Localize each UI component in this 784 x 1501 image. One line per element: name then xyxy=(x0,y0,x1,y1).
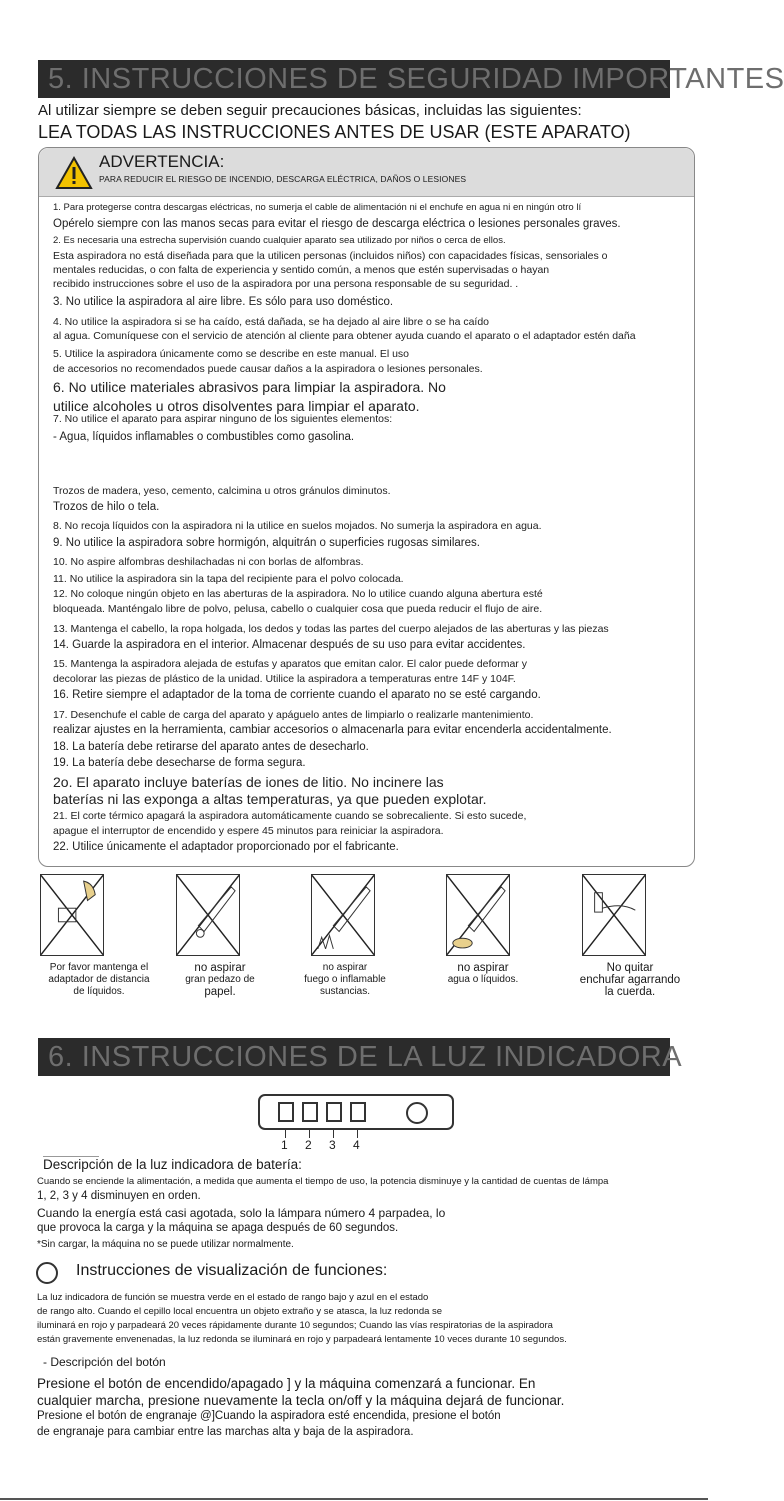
instruction-line: 3. No utilice la aspiradora al aire libre. Es sólo para uso doméstico. xyxy=(53,296,394,308)
button-heading: - Descripción del botón xyxy=(43,1355,166,1369)
caption-line: Por favor mantenga el xyxy=(49,962,149,973)
caption-line: la cuerda. xyxy=(604,986,656,998)
button-text: Presione el botón de encendido/apagado ] y la máquina comenzará a funcionar. En xyxy=(37,1376,536,1391)
battery-text: Cuando se enciende la alimentación, a medida que aumenta el tiempo de uso, la potencia disminuye y la cantidad de cuentas de lámpa xyxy=(37,1176,609,1187)
function-text: iluminará en rojo y parpadeará 20 veces rápidamente durante 10 segundos; Cuando las vías respiratorias de la aspiradora xyxy=(37,1320,553,1331)
function-circle-icon xyxy=(36,1262,58,1284)
intro-line-1: Al utilizar siempre se deben seguir precauciones básicas, incluidas las siguientes: xyxy=(38,102,582,119)
instruction-line: realizar ajustes en la herramienta, cambiar accesorios o almacenarla para evitar encenderla accidentalmente. xyxy=(53,724,612,736)
battery-cell-number: 1 xyxy=(281,1138,288,1152)
warning-title: ADVERTENCIA: xyxy=(99,152,225,171)
instruction-line: utilice alcoholes u otros disolventes para limpiar el aparato. xyxy=(53,398,420,414)
instruction-line: 13. Mantenga el cabello, la ropa holgada, los dedos y todas las partes del cuerpo alejados de las aberturas y las piezas xyxy=(53,623,609,635)
instruction-line: recibido instrucciones sobre el uso de la aspiradora por una persona responsable de su seguridad. . xyxy=(53,278,519,290)
caption-keep-adapter xyxy=(43,962,155,998)
battery-indicator-diagram xyxy=(258,1094,454,1130)
caption-line: enchufar agarrando xyxy=(579,974,681,986)
callout-line xyxy=(333,1128,334,1138)
instruction-line: 2o. El aparato incluye baterías de iones de litio. No incinere las xyxy=(53,774,444,790)
callout-line xyxy=(357,1128,358,1138)
caption-no-paper xyxy=(170,962,270,998)
caption-no-pull-cord xyxy=(570,962,690,998)
instruction-line: Esta aspiradora no está diseñada para que la utilicen personas (incluidos niños) con capacidades físicas, sensoriales o xyxy=(53,250,608,262)
instruction-line: bloqueada. Manténgalo libre de polvo, pelusa, cabello o cualquier cosa que pueda reducir el flujo de aire. xyxy=(53,603,543,615)
instruction-line: 12. No coloque ningún objeto en las aberturas de la aspiradora. No lo utilice cuando alguna abertura esté xyxy=(53,588,543,600)
instruction-line: 1. Para protegerse contra descargas eléctricas, no sumerja el cable de alimentación ni el enchufe en agua ni en ningún otro lí xyxy=(53,202,582,213)
instruction-line: 18. La batería debe retirarse del aparato antes de desecharlo. xyxy=(53,741,369,753)
instruction-line: 17. Desenchufe el cable de carga del aparato y apáguelo antes de limpiarlo o realizarle mantenimiento. xyxy=(53,709,534,721)
caption-no-water xyxy=(433,962,533,986)
no-water-icon xyxy=(446,874,510,956)
caption-no-fire xyxy=(295,962,395,998)
no-pull-cord-icon xyxy=(582,874,646,956)
instruction-line: mentales reducidas, o con falta de experiencia y sentido común, a menos que estén supervisadas o hayan xyxy=(53,264,550,276)
instruction-line: 10. No aspire alfombras deshilachadas ni con borlas de alfombras. xyxy=(53,556,364,568)
caption-line: papel. xyxy=(204,986,236,998)
warning-header xyxy=(39,148,694,197)
battery-text: que provoca la carga y la máquina se apaga después de 60 segundos. xyxy=(37,1222,399,1234)
instruction-line: Trozos de madera, yeso, cemento, calcimina u otros gránulos diminutos. xyxy=(53,485,391,497)
battery-text: 1, 2, 3 y 4 disminuyen en orden. xyxy=(37,1190,201,1202)
battery-heading: Descripción de la luz indicadora de batería: xyxy=(43,1157,302,1172)
function-heading: Instrucciones de visualización de funciones: xyxy=(76,1262,388,1279)
instruction-line: 22. Utilice únicamente el adaptador proporcionado por el fabricante. xyxy=(53,841,399,853)
battery-text: Cuando la energía está casi agotada, solo la lámpara número 4 parpadea, lo xyxy=(37,1206,446,1220)
instruction-line: al agua. Comuníquese con el servicio de atención al cliente para obtener ayuda cuando el aparato o el adaptador estén daña xyxy=(53,330,636,342)
instruction-line: 21. El corte térmico apagará la aspiradora automáticamente cuando se sobrecaliente. Si esto sucede, xyxy=(53,810,527,822)
function-text: de rango alto. Cuando el cepillo local encuentra un objeto extraño y se atasca, la luz redonda se xyxy=(37,1306,443,1317)
battery-cell-4 xyxy=(350,1102,366,1122)
caption-line: gran pedazo de xyxy=(185,974,255,985)
instruction-line: decolorar las piezas de plástico de la unidad. Utilice la aspiradora a temperaturas entre 14F y 104F. xyxy=(53,673,516,685)
intro-line-2: LEA TODAS LAS INSTRUCCIONES ANTES DE USAR (ESTE APARATO) xyxy=(38,122,631,142)
caption-line: sustancias. xyxy=(319,986,371,997)
button-text: de engranaje para cambiar entre las marchas alta y baja de la aspiradora. xyxy=(37,1426,414,1438)
instruction-line: 15. Mantenga la aspiradora alejada de estufas y aparatos que emitan calor. El calor puede deformar y xyxy=(53,658,527,670)
instruction-line: Trozos de hilo o tela. xyxy=(53,501,160,513)
instruction-line: 19. La batería debe desecharse de forma segura. xyxy=(53,757,306,769)
instruction-line: 11. No utilice la aspiradora sin la tapa del recipiente para el polvo colocada. xyxy=(53,573,404,585)
caption-line: no aspirar xyxy=(194,962,246,974)
instruction-line: 6. No utilice materiales abrasivos para limpiar la aspiradora. No xyxy=(53,379,446,395)
function-text: La luz indicadora de función se muestra verde en el estado de rango bajo y azul en el estado xyxy=(37,1292,429,1303)
caption-line: no aspirar xyxy=(457,962,509,974)
caption-line: No quitar xyxy=(606,962,654,974)
instruction-line: 9. No utilice la aspiradora sobre hormigón, alquitrán o superficies rugosas similares. xyxy=(53,537,480,549)
caption-line: no aspirar xyxy=(322,962,368,973)
bottom-rule xyxy=(0,1498,708,1500)
instruction-line: - Agua, líquidos inflamables o combustibles como gasolina. xyxy=(53,431,355,443)
battery-cell-number: 2 xyxy=(305,1138,312,1152)
no-fire-icon xyxy=(311,874,375,956)
section-5-title: 5. INSTRUCCIONES DE SEGURIDAD IMPORTANTES xyxy=(38,60,670,98)
instruction-line: de accesorios no recomendados puede causar daños a la aspiradora o lesiones personales. xyxy=(53,363,483,375)
callout-line xyxy=(309,1128,310,1138)
instruction-line: Opérelo siempre con las manos secas para evitar el riesgo de descarga eléctrica o lesiones personales graves. xyxy=(53,218,621,230)
instruction-line: apague el interruptor de encendido y espere 45 minutos para reiniciar la aspiradora. xyxy=(53,825,444,837)
no-paper-icon xyxy=(176,874,240,956)
battery-cell-3 xyxy=(326,1102,342,1122)
battery-cell-number: 3 xyxy=(329,1138,336,1152)
instruction-line: 14. Guarde la aspiradora en el interior. Almacenar después de su uso para evitar accidentes. xyxy=(53,639,526,651)
instruction-line: baterías ni las exponga a altas temperaturas, ya que pueden explotar. xyxy=(53,791,487,807)
caption-line: agua o líquidos. xyxy=(447,974,519,985)
instruction-line: 4. No utilice la aspiradora si se ha caído, está dañada, se ha dejado al aire libre o se ha caído xyxy=(53,316,490,328)
button-text: Presione el botón de engranaje @]Cuando la aspiradora esté encendida, presione el botón xyxy=(37,1410,501,1422)
instruction-line: 2. Es necesaria una estrecha supervisión cuando cualquier aparato sea utilizado por niños o cerca de ellos. xyxy=(53,235,506,246)
battery-cell-number: 4 xyxy=(353,1138,360,1152)
battery-cell-1 xyxy=(278,1102,294,1122)
section-6-title: 6. INSTRUCCIONES DE LA LUZ INDICADORA xyxy=(38,1038,670,1076)
caption-line: fuego o inflamable xyxy=(304,974,386,985)
caption-line: adaptador de distancia xyxy=(48,974,150,985)
warning-icon xyxy=(55,156,93,190)
callout-line xyxy=(285,1128,286,1138)
caption-line: de líquidos. xyxy=(73,986,125,997)
instruction-line: 7. No utilice el aparato para aspirar ninguno de los siguientes elementos: xyxy=(53,413,393,425)
battery-text: *Sin cargar, la máquina no se puede utilizar normalmente. xyxy=(37,1239,294,1250)
keep-adapter-away-icon xyxy=(40,874,104,956)
instruction-line: 8. No recoja líquidos con la aspiradora ni la utilice en suelos mojados. No sumerja la aspiradora en agua. xyxy=(53,520,542,532)
instruction-line: 16. Retire siempre el adaptador de la toma de corriente cuando el aparato no se esté cargando. xyxy=(53,689,541,701)
warning-subtitle: PARA REDUCIR EL RIESGO DE INCENDIO, DESCARGA ELÉCTRICA, DAÑOS O LESIONES xyxy=(99,174,467,184)
button-text: cualquier marcha, presione nuevamente la tecla on/off y la máquina dejará de funcionar. xyxy=(37,1393,565,1408)
function-text: están gravemente envenenadas, la luz redonda se iluminará en rojo y parpadeará lentamente 10 veces durante 10 segundos. xyxy=(37,1334,567,1345)
function-light-icon xyxy=(406,1102,428,1124)
battery-cell-2 xyxy=(302,1102,318,1122)
instruction-line: 5. Utilice la aspiradora únicamente como se describe en este manual. El uso xyxy=(53,348,410,360)
